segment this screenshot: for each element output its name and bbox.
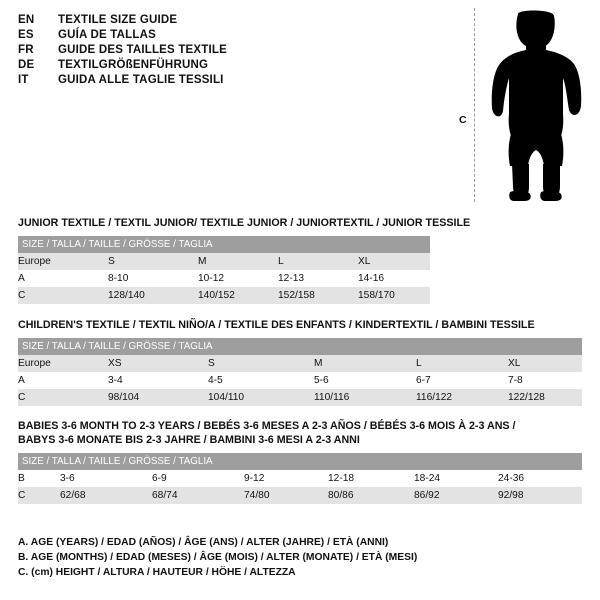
children-row-a-s: 4-5: [208, 372, 314, 389]
header-text-de: TEXTILGRÖßENFÜHRUNG: [58, 59, 209, 71]
table-children-header-row: [18, 338, 582, 355]
table-children-header-label: SIZE / TALLA / TAILLE / GRÖSSE / TAGLIA: [18, 338, 582, 355]
table-junior-header-label: SIZE / TALLA / TAILLE / GRÖSSE / TAGLIA: [18, 236, 430, 253]
measurement-figure: [452, 8, 592, 204]
junior-row-c-label: C: [18, 287, 108, 304]
table-row: [18, 389, 582, 406]
junior-col-l: L: [278, 253, 358, 270]
junior-col-m: M: [198, 253, 278, 270]
table-babies-header-label: SIZE / TALLA / TAILLE / GRÖSSE / TAGLIA: [18, 453, 582, 470]
section-title-babies-line2: BABYS 3-6 MONATE BIS 2-3 JAHRE / BAMBINI 3-6 MESI A 2-3 ANNI: [18, 433, 360, 446]
table-junior: [18, 236, 430, 304]
junior-row-c-m: 140/152: [198, 287, 278, 304]
junior-row-c-l: 152/158: [278, 287, 358, 304]
header-row-it: [18, 74, 438, 86]
children-col-xl: XL: [508, 355, 582, 372]
table-junior-header-row: [18, 236, 430, 253]
children-row-a-m: 5-6: [314, 372, 416, 389]
header-row-es: [18, 29, 438, 41]
babies-row-c-3-6: 62/68: [60, 487, 152, 504]
section-title-children: CHILDREN'S TEXTILE / TEXTIL NIÑO/A / TEXTILE DES ENFANTS / KINDERTEXTIL / BAMBINI TESSILE: [18, 319, 535, 331]
children-row-c-m: 110/116: [314, 389, 416, 406]
header-row-en: [18, 14, 438, 26]
junior-row-c-s: 128/140: [108, 287, 198, 304]
babies-row-c-18-24: 86/92: [414, 487, 498, 504]
table-children-column-row: [18, 355, 582, 372]
table-row: [18, 470, 582, 487]
children-row-a-label: A: [18, 372, 108, 389]
babies-row-b-18-24: 18-24: [414, 470, 498, 487]
junior-col-s: S: [108, 253, 198, 270]
children-row-c-label: C: [18, 389, 108, 406]
junior-col-europe: Europe: [18, 253, 108, 270]
babies-row-c-6-9: 68/74: [152, 487, 244, 504]
section-title-babies: [18, 420, 515, 447]
section-title-junior: JUNIOR TEXTILE / TEXTIL JUNIOR/ TEXTILE JUNIOR / JUNIORTEXTIL / JUNIOR TESSILE: [18, 217, 471, 229]
babies-row-c-12-18: 80/86: [328, 487, 414, 504]
table-babies-header-row: [18, 453, 582, 470]
junior-row-a-s: 8-10: [108, 270, 198, 287]
babies-row-b-9-12: 9-12: [244, 470, 328, 487]
children-row-a-xl: 7-8: [508, 372, 582, 389]
table-row: [18, 372, 582, 389]
babies-row-b-3-6: 3-6: [60, 470, 152, 487]
babies-row-b-6-9: 6-9: [152, 470, 244, 487]
junior-row-a-label: A: [18, 270, 108, 287]
children-row-c-xl: 122/128: [508, 389, 582, 406]
legend-line-b: B. AGE (MONTHS) / EDAD (MESES) / ÂGE (MOIS) / ALTER (MONATE) / ETÀ (MESI): [18, 552, 418, 563]
junior-row-a-xl: 14-16: [358, 270, 430, 287]
junior-col-xl: XL: [358, 253, 430, 270]
height-measure-line: [474, 8, 475, 202]
children-row-c-s: 104/110: [208, 389, 314, 406]
header-text-en: TEXTILE SIZE GUIDE: [58, 14, 178, 26]
babies-row-c-24-36: 92/98: [498, 487, 582, 504]
babies-row-b-label: B: [18, 470, 60, 487]
children-col-s: S: [208, 355, 314, 372]
table-row: [18, 287, 430, 304]
measure-label-c: C: [459, 114, 467, 126]
table-children: [18, 338, 582, 406]
children-row-a-l: 6-7: [416, 372, 508, 389]
header-lang-de: DE: [18, 59, 35, 71]
header-text-es: GUÍA DE TALLAS: [58, 29, 156, 41]
header-text-fr: GUIDE DES TAILLES TEXTILE: [58, 44, 227, 56]
table-babies: [18, 453, 582, 504]
header-lang-it: IT: [18, 74, 29, 86]
table-row: [18, 270, 430, 287]
babies-row-c-label: C: [18, 487, 60, 504]
header-title-block: [18, 14, 438, 89]
header-lang-en: EN: [18, 14, 35, 26]
junior-row-a-l: 12-13: [278, 270, 358, 287]
toddler-silhouette-icon: [482, 10, 590, 202]
children-col-xs: XS: [108, 355, 208, 372]
table-row: [18, 487, 582, 504]
children-row-c-xs: 98/104: [108, 389, 208, 406]
header-text-it: GUIDA ALLE TAGLIE TESSILI: [58, 74, 224, 86]
header-row-de: [18, 59, 438, 71]
legend-block: [18, 535, 417, 580]
table-junior-column-row: [18, 253, 430, 270]
children-col-l: L: [416, 355, 508, 372]
header-row-fr: [18, 44, 438, 56]
babies-row-b-12-18: 12-18: [328, 470, 414, 487]
babies-row-c-9-12: 74/80: [244, 487, 328, 504]
children-col-europe: Europe: [18, 355, 108, 372]
junior-row-c-xl: 158/170: [358, 287, 430, 304]
junior-row-a-m: 10-12: [198, 270, 278, 287]
children-row-a-xs: 3-4: [108, 372, 208, 389]
children-row-c-l: 116/122: [416, 389, 508, 406]
legend-line-a: A. AGE (YEARS) / EDAD (AÑOS) / ÂGE (ANS) / ALTER (JAHRE) / ETÀ (ANNI): [18, 537, 389, 548]
babies-row-b-24-36: 24-36: [498, 470, 582, 487]
header-lang-es: ES: [18, 29, 34, 41]
legend-line-c: C. (cm) HEIGHT / ALTURA / HAUTEUR / HÖHE / ALTEZZA: [18, 567, 296, 578]
header-lang-fr: FR: [18, 44, 34, 56]
section-title-babies-line1: BABIES 3-6 MONTH TO 2-3 YEARS / BEBÉS 3-6 MESES A 2-3 AÑOS / BÉBÉS 3-6 MOIS À 2-3 ANS /: [18, 420, 516, 432]
children-col-m: M: [314, 355, 416, 372]
